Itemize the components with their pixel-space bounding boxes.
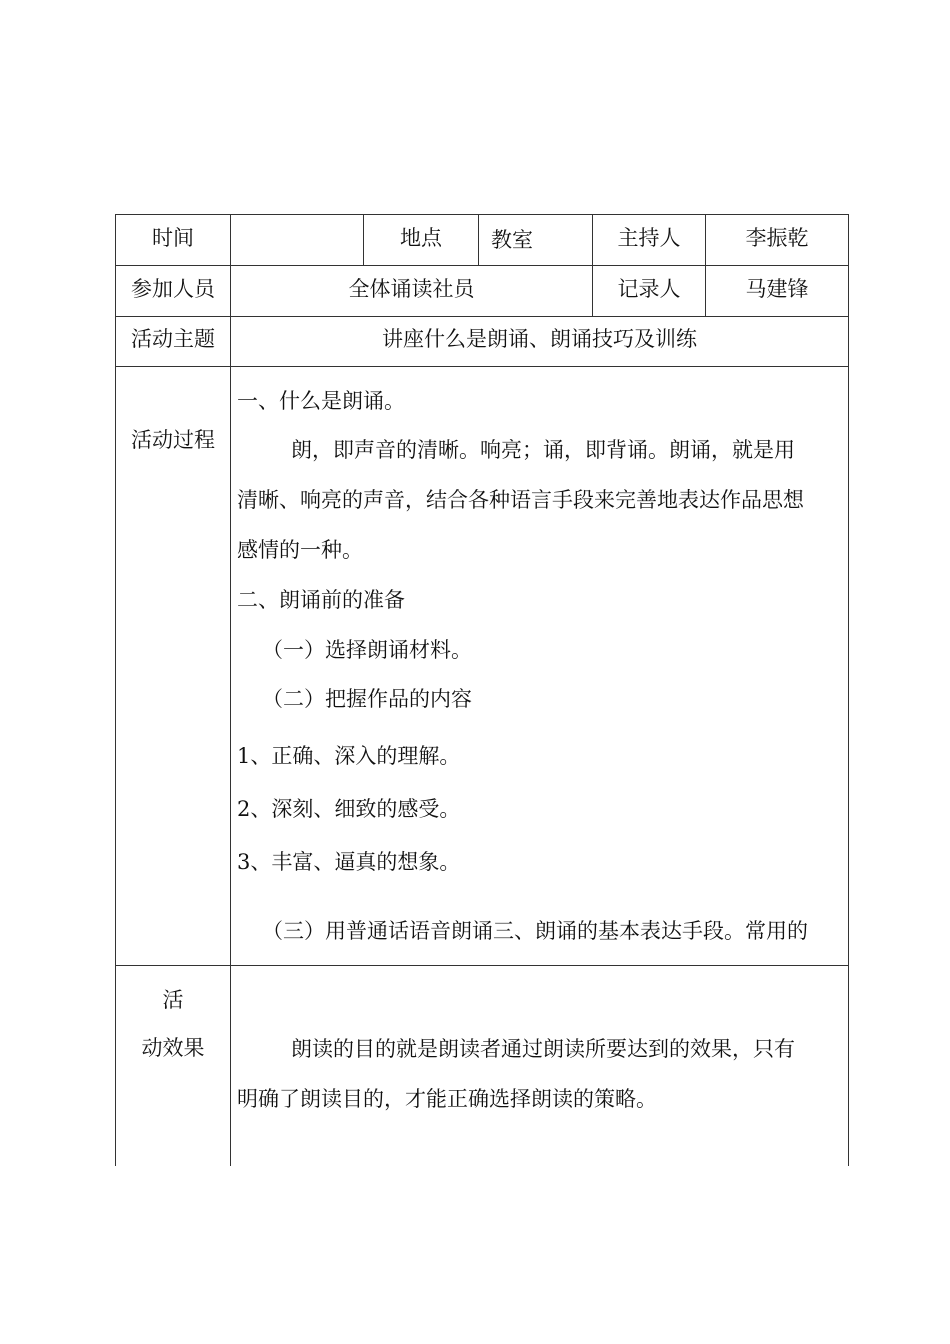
process-line: 1、正确、深入的理解。 <box>237 744 461 768</box>
time-label: 时间 <box>152 226 194 250</box>
recorder-value: 马建锋 <box>745 277 809 301</box>
process-label: 活动过程 <box>131 428 215 452</box>
row-divider <box>115 965 849 966</box>
column-divider <box>230 214 231 1166</box>
process-line: （二）把握作品的内容 <box>262 687 472 711</box>
row-divider <box>115 366 849 367</box>
process-line: （一）选择朗诵材料。 <box>262 638 472 662</box>
recorder-label: 记录人 <box>617 277 681 301</box>
process-line: 感情的一种。 <box>237 538 363 562</box>
process-line: 朗，即声音的清晰。响亮；诵，即背诵。朗诵，就是用 <box>291 438 795 462</box>
process-line: 二、朗诵前的准备 <box>237 588 405 612</box>
participants-value: 全体诵读社员 <box>348 277 475 301</box>
effect-line: 明确了朗读目的，才能正确选择朗读的策略。 <box>237 1087 657 1111</box>
place-label: 地点 <box>400 226 442 250</box>
row-divider <box>115 316 849 317</box>
place-value: 教室 <box>491 228 533 252</box>
process-line: 3、丰富、逼真的想象。 <box>237 850 461 874</box>
process-line: 清晰、响亮的声音，结合各种语言手段来完善地表达作品思想 <box>237 488 804 512</box>
process-line: （三）用普通话语音朗诵三、朗诵的基本表达手段。常用的 <box>262 919 808 943</box>
effect-line: 朗读的目的就是朗读者通过朗读所要达到的效果，只有 <box>291 1037 795 1061</box>
host-value: 李振乾 <box>745 226 809 250</box>
table-border-top <box>115 214 849 215</box>
row-divider <box>115 265 849 266</box>
process-line: 2、深刻、细致的感受。 <box>237 797 461 821</box>
host-label: 主持人 <box>617 226 681 250</box>
effect-label-line2: 动效果 <box>141 1036 205 1060</box>
topic-label: 活动主题 <box>131 327 215 351</box>
table-border-left <box>115 214 116 1166</box>
table-border-right <box>848 214 849 1166</box>
topic-value: 讲座什么是朗诵、朗诵技巧及训练 <box>382 327 697 351</box>
column-divider <box>478 214 479 266</box>
process-line: 一、什么是朗诵。 <box>237 389 405 413</box>
participants-label: 参加人员 <box>131 277 215 301</box>
effect-label-line1: 活 <box>162 988 184 1012</box>
